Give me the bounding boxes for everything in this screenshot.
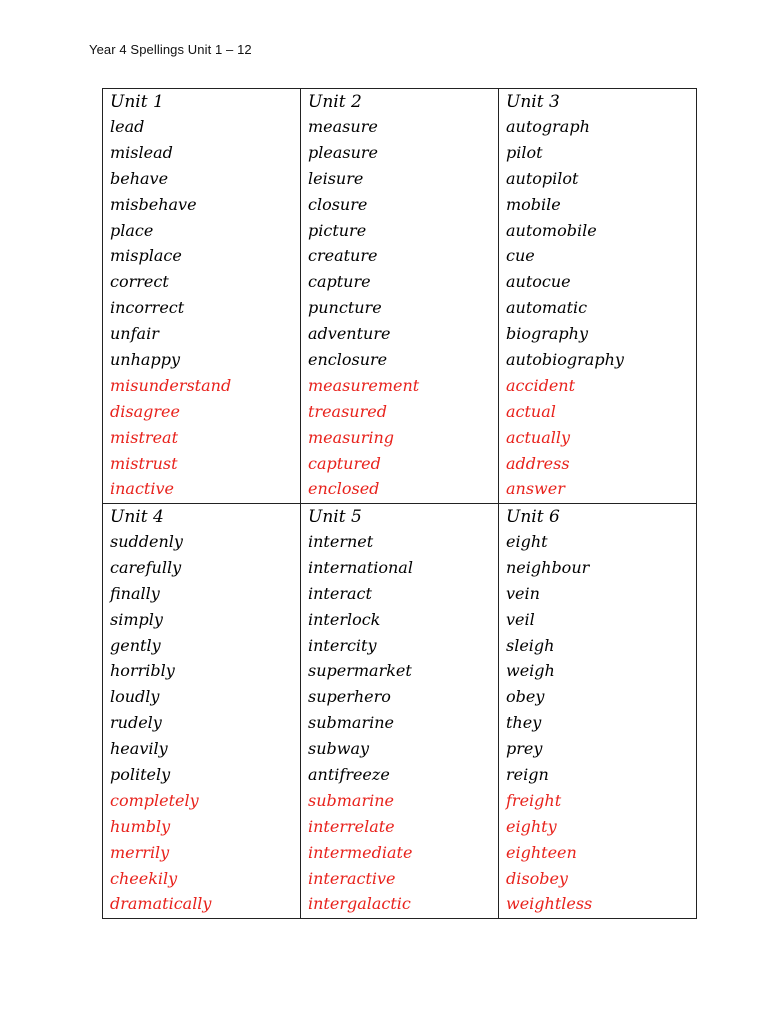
- unit-cell: [499, 89, 697, 504]
- spelling-word: international: [308, 557, 413, 577]
- spelling-word: puncture: [308, 298, 382, 318]
- unit-content: [308, 89, 498, 502]
- challenge-word: cheekily: [110, 868, 178, 888]
- unit-heading: Unit 6: [506, 507, 560, 527]
- spelling-word: simply: [110, 609, 163, 629]
- word-list: [506, 114, 696, 502]
- challenge-word: mistreat: [110, 427, 179, 447]
- spelling-word: autograph: [506, 117, 590, 136]
- spelling-word: gently: [110, 635, 161, 655]
- spelling-word: correct: [110, 272, 169, 292]
- spelling-word: misbehave: [110, 194, 197, 214]
- word-list: [308, 529, 498, 917]
- spelling-word: loudly: [110, 687, 160, 707]
- spelling-word: automatic: [506, 298, 588, 318]
- unit-cell: [499, 504, 697, 919]
- spelling-word: autopilot: [506, 168, 579, 188]
- challenge-word: treasured: [308, 401, 387, 421]
- challenge-word: measuring: [308, 427, 395, 447]
- challenge-word: misunderstand: [110, 375, 232, 395]
- word-list: [506, 529, 696, 917]
- unit-cell: [103, 89, 301, 504]
- spelling-word: veil: [506, 609, 535, 629]
- spelling-word: picture: [308, 220, 367, 240]
- challenge-word: disobey: [506, 868, 568, 888]
- document-title: Year 4 Spellings Unit 1 – 12: [89, 42, 252, 57]
- spelling-word: closure: [308, 194, 368, 214]
- spelling-word: misplace: [110, 246, 182, 266]
- challenge-word: enclosed: [308, 479, 380, 499]
- spelling-word: supermarket: [308, 661, 412, 681]
- unit-content: [110, 504, 300, 917]
- spelling-word: behave: [110, 168, 169, 188]
- spelling-word: interact: [308, 583, 372, 603]
- spelling-word: subway: [308, 739, 370, 759]
- challenge-word: actually: [506, 427, 571, 447]
- challenge-word: humbly: [110, 816, 171, 836]
- spelling-word: unfair: [110, 324, 159, 344]
- spelling-word: incorrect: [110, 298, 185, 318]
- unit-heading: Unit 1: [110, 92, 164, 112]
- spelling-word: autocue: [506, 272, 571, 292]
- unit-cell: [301, 89, 499, 504]
- challenge-word: disagree: [110, 401, 180, 421]
- challenge-word: intergalactic: [308, 894, 411, 914]
- spelling-word: vein: [506, 583, 540, 603]
- unit-heading: Unit 5: [308, 507, 362, 527]
- unit-content: [308, 504, 498, 917]
- challenge-word: mistrust: [110, 453, 178, 473]
- spelling-word: enclosure: [308, 350, 388, 370]
- spellings-table: [102, 88, 697, 919]
- spelling-word: unhappy: [110, 350, 180, 370]
- word-list: [110, 529, 300, 917]
- challenge-word: weightless: [506, 894, 593, 914]
- challenge-word: accident: [506, 375, 576, 395]
- spelling-word: weigh: [506, 661, 555, 681]
- spelling-word: internet: [308, 532, 374, 551]
- spelling-word: sleigh: [506, 635, 555, 655]
- spelling-word: antifreeze: [308, 765, 390, 785]
- unit-heading: Unit 3: [506, 92, 560, 112]
- spelling-word: autobiography: [506, 350, 624, 370]
- challenge-word: eighty: [506, 816, 557, 836]
- spelling-word: politely: [110, 765, 171, 785]
- spelling-word: eight: [506, 532, 548, 551]
- challenge-word: merrily: [110, 842, 170, 862]
- challenge-word: actual: [506, 401, 556, 421]
- unit-content: [110, 89, 300, 502]
- challenge-word: address: [506, 453, 570, 473]
- spelling-word: intercity: [308, 635, 377, 655]
- spelling-word: biography: [506, 324, 589, 344]
- challenge-word: eighteen: [506, 842, 577, 862]
- challenge-word: answer: [506, 479, 565, 499]
- spelling-word: place: [110, 220, 154, 240]
- challenge-word: freight: [506, 790, 562, 810]
- spelling-word: horribly: [110, 661, 175, 681]
- spelling-word: leisure: [308, 168, 364, 188]
- challenge-word: submarine: [308, 790, 395, 810]
- challenge-word: interrelate: [308, 816, 395, 836]
- spelling-word: prey: [506, 739, 543, 759]
- table-row-units-1-3: [103, 89, 697, 504]
- spelling-word: rudely: [110, 713, 162, 733]
- spelling-word: mobile: [506, 194, 561, 214]
- spelling-word: lead: [110, 117, 145, 136]
- challenge-word: measurement: [308, 375, 420, 395]
- spelling-word: capture: [308, 272, 371, 292]
- unit-heading: Unit 4: [110, 507, 164, 527]
- table-row-units-4-6: [103, 504, 697, 919]
- spelling-word: mislead: [110, 142, 173, 162]
- spelling-word: finally: [110, 583, 160, 603]
- spelling-word: interlock: [308, 609, 381, 629]
- unit-cell: [301, 504, 499, 919]
- spelling-word: reign: [506, 765, 549, 785]
- spelling-word: creature: [308, 246, 378, 266]
- spelling-word: neighbour: [506, 557, 590, 577]
- spelling-word: pilot: [506, 142, 543, 162]
- unit-cell: [103, 504, 301, 919]
- spelling-word: cue: [506, 246, 535, 266]
- challenge-word: intermediate: [308, 842, 413, 862]
- spelling-word: pleasure: [308, 142, 378, 162]
- challenge-word: dramatically: [110, 894, 212, 914]
- challenge-word: completely: [110, 790, 199, 810]
- spelling-word: they: [506, 713, 542, 733]
- unit-heading: Unit 2: [308, 92, 362, 112]
- spelling-word: suddenly: [110, 532, 183, 551]
- word-list: [308, 114, 498, 502]
- spelling-word: obey: [506, 687, 545, 707]
- challenge-word: captured: [308, 453, 381, 473]
- spelling-word: automobile: [506, 220, 597, 240]
- word-list: [110, 114, 300, 502]
- spelling-word: measure: [308, 117, 378, 136]
- spelling-word: carefully: [110, 557, 182, 577]
- unit-content: [506, 89, 696, 502]
- challenge-word: inactive: [110, 479, 174, 499]
- spelling-word: heavily: [110, 739, 168, 759]
- spelling-word: submarine: [308, 713, 395, 733]
- spelling-word: adventure: [308, 324, 391, 344]
- unit-content: [506, 504, 696, 917]
- spelling-word: superhero: [308, 687, 391, 707]
- challenge-word: interactive: [308, 868, 396, 888]
